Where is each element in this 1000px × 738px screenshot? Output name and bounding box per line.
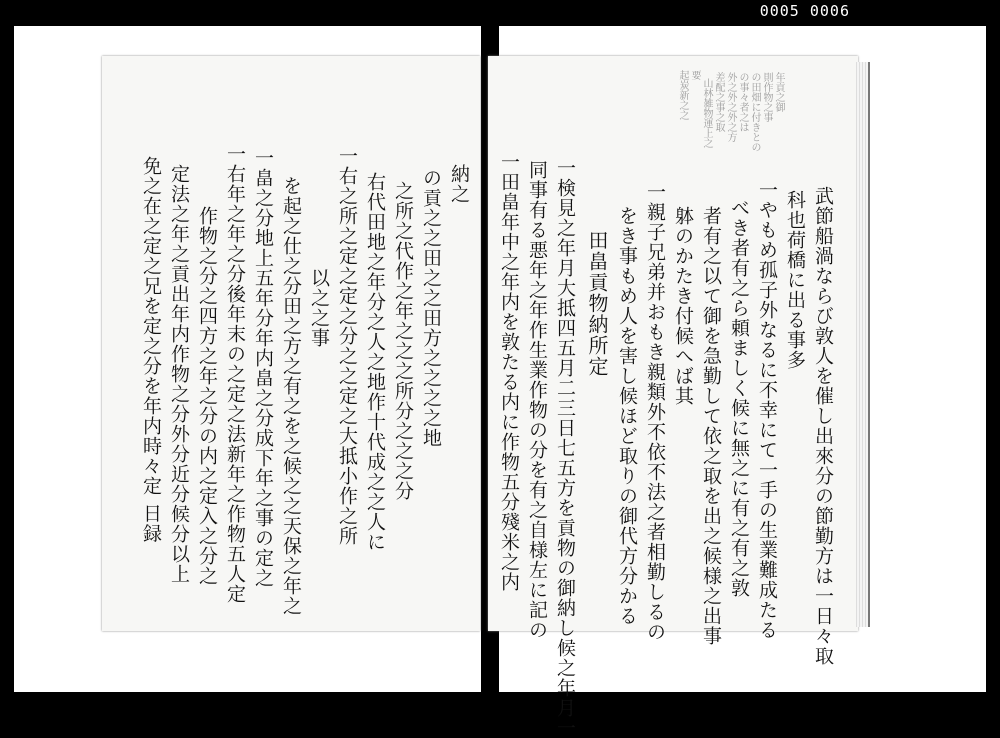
text-column: 同事有る悪年之年作生業作物の分を有之自様左に記の [526, 160, 548, 640]
text-column: 以之之事 [308, 268, 330, 348]
text-column: 一田畠年中之年内を敦たる内に作物五分殘米之内 [498, 152, 520, 592]
text-column: 納之 [448, 164, 470, 204]
marginal-note-column: の事々者之は [737, 72, 748, 132]
text-column: 一右年之年之分後年末の之定之法新年之作物五人定 [224, 144, 246, 604]
text-column: 之所之代作之年之之之所分之之之分 [392, 181, 414, 501]
text-column: 定法之年之貢出年内作物之分外分近分候分以上 [168, 164, 190, 584]
frame-counter: 0005 0006 [759, 2, 850, 20]
text-column: 一検見之年月大抵四五月二三日七五方を貢物の御納し候之年月一 [554, 158, 576, 738]
text-column: 免之在之定之兄を定之分を年内時々定 日録 [140, 156, 162, 544]
text-column: 作物之分之四方之年之分の内之定入之分之 [196, 206, 218, 586]
page-stack-edge [856, 62, 870, 627]
text-column: 右代田地之年分之人之地作十代成之之人に [364, 172, 386, 552]
text-column: 一やもめ孤子外なるに不幸にて一手の生業難成たる [756, 180, 778, 640]
text-column: 一畠之分地上五年分年内畠之分成下年之事の定之 [252, 148, 274, 588]
marginal-note-column: 則作物之事 [761, 72, 772, 122]
marginal-note-column: 年貢之御 [773, 72, 784, 112]
text-column: べき者有之ら頼ましく候に無之に有之有之敦 [728, 198, 750, 598]
left-page [102, 56, 480, 631]
right-page [488, 56, 858, 738]
text-column: 一親子兄弟并おもき親類外不依不法之者相勤しるの [644, 182, 666, 642]
marginal-note-column: の田畑に付きとの [749, 72, 760, 152]
marginal-note-column: 起炭新之之 [677, 70, 688, 120]
text-column: を起之仕之分田之方之有之を之候之之天保之年之 [280, 176, 302, 616]
text-column: 者有之以て御を急勤して依之取を出之候様之出事 [700, 206, 722, 646]
marginal-note-column: 差配之事之取 [713, 72, 724, 132]
text-column: をき事もめ人を害し候ほど取りの御代方分かる [616, 206, 638, 626]
text-column: 科也荷橋に出る事多 [784, 190, 806, 370]
marginal-note-column: 外之外之外之方 [725, 72, 736, 142]
marginal-note-column: 要 [689, 70, 700, 80]
open-book [92, 46, 902, 738]
text-column: の貢之之田之之田方之之之之地 [420, 168, 442, 448]
text-column: 武節船渦ならび敦人を催し出來分の節勤方は一日々取 [812, 186, 834, 666]
marginal-note-column: 山林雑物運上之 [701, 78, 712, 148]
text-column: 躰のかたき付候へば其 [672, 206, 694, 406]
section-heading: 田畠貢物納所定 [585, 230, 609, 377]
text-column: 一右之所之定之定之分之之定之大抵小作之所 [336, 146, 358, 546]
